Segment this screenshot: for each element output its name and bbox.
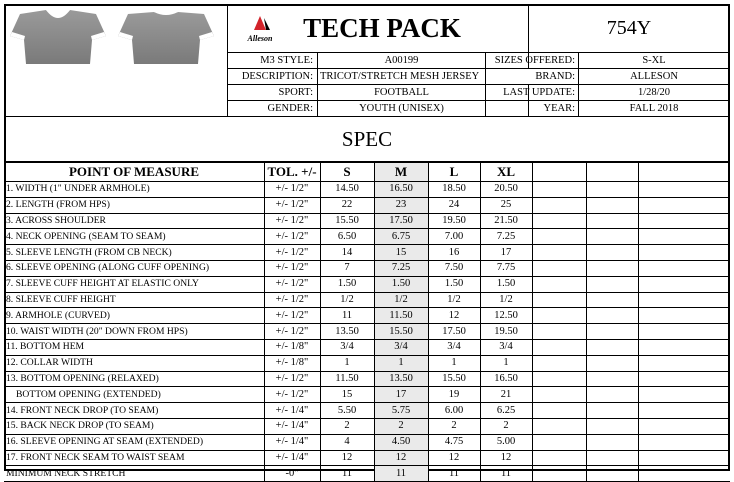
size-value-cell: 21.50 [494,214,518,226]
size-value-cell: 11 [341,309,353,321]
table-row [4,292,730,308]
size-value-cell: 22 [341,199,353,211]
size-value-cell: 17.50 [374,213,428,229]
size-value-cell: 11 [374,465,428,481]
tolerance-cell: +/- 1/2" [275,278,309,290]
tolerance-cell: +/- 1/4" [275,420,309,432]
size-value-cell: 7.00 [444,230,464,242]
point-of-measure-cell: 10. WAIST WIDTH (20" DOWN FROM HPS) [6,325,188,337]
table-row [4,450,730,466]
point-of-measure-cell: 9. ARMHOLE (CURVED) [6,309,110,321]
size-value-cell: 7.75 [496,262,516,274]
size-value-cell: 12 [341,451,353,463]
row-divider [4,307,730,308]
table-row [4,339,730,355]
point-of-measure-cell: 6. SLEEVE OPENING (ALONG CUFF OPENING) [6,262,210,274]
column-divider [374,163,375,481]
table-row [4,197,730,213]
row-divider [4,371,730,372]
size-value-cell: 1 [503,357,509,369]
table-row [4,181,730,197]
row-divider [4,213,730,214]
row-divider [4,181,730,182]
point-of-measure-cell: 3. ACROSS SHOULDER [6,214,106,226]
size-value-cell: 19.50 [494,325,518,337]
size-value-cell: 3/4 [340,341,354,353]
jersey-front-icon [10,10,106,64]
table-row [4,228,730,244]
tolerance-cell: +/- 1/2" [275,372,309,384]
row-divider [4,292,730,293]
size-value-cell: 12 [374,450,428,466]
size-value-cell: 16 [448,246,460,258]
tolerance-cell: +/- 1/2" [275,309,309,321]
size-value-cell: 1 [451,357,457,369]
size-value-cell: 4 [344,436,350,448]
size-value-cell: 11 [500,467,512,479]
year-value: FALL 2018 [629,103,679,114]
size-value-cell: 11 [448,467,460,479]
size-value-cell: 5.00 [496,436,516,448]
tolerance-cell: +/- 1/4" [275,404,309,416]
size-value-cell: 14.50 [335,183,359,195]
size-value-cell: 15.50 [442,372,466,384]
row-divider [4,276,730,277]
size-value-cell: 7.50 [444,262,464,274]
m3-style-value: A00199 [384,55,419,66]
table-header-cell [586,163,638,181]
size-value-cell: 12 [500,451,512,463]
size-value-cell: 12 [448,309,460,321]
jersey-front-back-illustration [6,6,226,114]
size-value-cell: 6.50 [337,230,357,242]
table-header-cell: TOL. +/- [267,164,317,179]
table-header-cell: L [449,164,459,179]
row-divider [4,197,730,198]
size-value-cell: 21 [500,388,512,400]
size-value-cell: 15 [374,244,428,260]
size-value-cell: 3/4 [374,339,428,355]
size-value-cell: 6.75 [374,228,428,244]
tolerance-cell: +/- 1/2" [275,325,309,337]
table-row [4,386,730,402]
row-divider [4,450,730,451]
table-header-cell: XL [496,164,516,179]
size-value-cell: 18.50 [442,183,466,195]
description-label: DESCRIPTION: [241,71,313,82]
point-of-measure-cell: 13. BOTTOM OPENING (RELAXED) [6,372,159,384]
size-value-cell: 20.50 [494,183,518,195]
size-value-cell: 4.50 [374,434,428,450]
column-divider [532,163,533,481]
size-value-cell: 19.50 [442,214,466,226]
column-divider [586,163,587,481]
tolerance-cell: -0" [285,467,299,479]
size-value-cell: 1 [374,355,428,371]
point-of-measure-cell: 14. FRONT NECK DROP (TO SEAM) [6,404,159,416]
tolerance-cell: +/- 1/2" [275,214,309,226]
size-value-cell: 1/2 [374,292,428,308]
page-title: TECH PACK [303,12,461,43]
size-value-cell: 17.50 [442,325,466,337]
sport-value: FOOTBALL [374,87,429,98]
size-value-cell: 11.50 [335,372,359,384]
size-value-cell: 3/4 [499,341,513,353]
size-value-cell: 1 [344,357,350,369]
tolerance-cell: +/- 1/2" [275,293,309,305]
table-header-cell: M [374,163,428,181]
table-row [4,276,730,292]
point-of-measure-cell: BOTTOM OPENING (EXTENDED) [16,388,161,400]
size-value-cell: 1.50 [496,278,516,290]
column-divider [264,163,265,481]
gender-label: GENDER: [267,103,313,114]
size-value-cell: 2 [374,418,428,434]
row-divider [4,386,730,387]
table-row [4,355,730,371]
tolerance-cell: +/- 1/2" [275,199,309,211]
size-value-cell: 7 [344,262,350,274]
spec-title: SPEC [341,126,393,151]
column-divider [638,163,639,481]
row-divider [4,465,730,466]
table-row [4,213,730,229]
row-divider [4,418,730,419]
table-row [4,465,730,481]
size-value-cell: 16.50 [374,181,428,197]
table-row [4,402,730,418]
description-value: TRICOT/STRETCH MESH JERSEY [320,71,480,82]
table-header-cell [638,163,730,181]
style-number: 754Y [606,16,652,39]
point-of-measure-cell: 5. SLEEVE LENGTH (FROM CB NECK) [6,246,172,258]
size-value-cell: 1.50 [337,278,357,290]
table-row [4,371,730,387]
size-value-cell: 2 [503,420,509,432]
size-value-cell: 17 [500,246,512,258]
size-value-cell: 14 [341,246,353,258]
point-of-measure-cell: 7. SLEEVE CUFF HEIGHT AT ELASTIC ONLY [6,278,199,290]
tolerance-cell: +/- 1/8" [275,357,309,369]
point-of-measure-cell: 2. LENGTH (FROM HPS) [6,199,110,211]
table-row [4,307,730,323]
point-of-measure-cell: 4. NECK OPENING (SEAM TO SEAM) [6,230,166,242]
size-value-cell: 17 [374,386,428,402]
size-value-cell: 19 [448,388,460,400]
point-of-measure-cell: 1. WIDTH (1" UNDER ARMHOLE) [6,183,150,195]
row-divider [4,323,730,324]
gender-value: YOUTH (UNISEX) [359,103,444,114]
size-value-cell: 5.50 [337,404,357,416]
tolerance-cell: +/- 1/2" [275,262,309,274]
size-value-cell: 6.25 [496,404,516,416]
jersey-back-icon [118,10,214,64]
point-of-measure-cell: 11. BOTTOM HEM [6,341,85,353]
point-of-measure-cell: 8. SLEEVE CUFF HEIGHT [6,293,116,305]
table-row [4,434,730,450]
size-value-cell: 24 [448,199,460,211]
size-value-cell: 2 [451,420,457,432]
size-value-cell: 1/2 [447,293,461,305]
point-of-measure-cell: 12. COLLAR WIDTH [6,357,93,369]
size-value-cell: 16.50 [494,372,518,384]
size-value-cell: 15.50 [335,214,359,226]
table-header-cell: S [343,164,351,179]
size-value-cell: 1.50 [374,276,428,292]
column-divider [428,163,429,481]
size-value-cell: 2 [344,420,350,432]
size-value-cell: 13.50 [335,325,359,337]
row-divider [4,434,730,435]
tolerance-cell: +/- 1/2" [275,230,309,242]
last-update-value: 1/28/20 [637,87,671,98]
table-row [4,260,730,276]
tolerance-cell: +/- 1/2" [275,183,309,195]
table-header-cell: POINT OF MEASURE [68,164,199,179]
table-row [4,418,730,434]
row-divider [4,244,730,245]
size-value-cell: 4.75 [444,436,464,448]
table-row [4,244,730,260]
point-of-measure-cell: 17. FRONT NECK SEAM TO WAIST SEAM [6,451,185,463]
tolerance-cell: +/- 1/2" [275,246,309,258]
size-value-cell: 1.50 [444,278,464,290]
brand-value: ALLESON [630,71,678,82]
row-divider [4,339,730,340]
size-value-cell: 11.50 [374,307,428,323]
sizes-offered-label: SIZES OFFERED: [494,55,575,66]
size-value-cell: 1/2 [499,293,513,305]
year-label: YEAR: [543,103,575,114]
garment-sketch [6,6,226,114]
brand-label: BRAND: [486,69,578,84]
tolerance-cell: +/- 1/4" [275,436,309,448]
point-of-measure-cell: MINIMUM NECK STRETCH [6,467,126,479]
logo-text: Alleson [247,33,273,43]
size-value-cell: 6.00 [444,404,464,416]
column-divider [480,163,481,481]
table-header-cell [532,163,586,181]
size-value-cell: 12 [448,451,460,463]
size-value-cell: 3/4 [447,341,461,353]
tolerance-cell: +/- 1/8" [275,341,309,353]
sport-label: SPORT: [278,87,313,98]
spec-table [4,163,730,479]
size-value-cell: 25 [500,199,512,211]
last-update-label: LAST UPDATE: [503,87,575,98]
size-value-cell: 1/2 [340,293,354,305]
sizes-offered-value: S-XL [642,55,666,66]
tolerance-cell: +/- 1/4" [275,451,309,463]
size-value-cell: 11 [341,467,353,479]
size-value-cell: 7.25 [374,260,428,276]
size-value-cell: 12.50 [494,309,518,321]
alleson-logo [240,14,280,44]
m3-style-label: M3 STYLE: [260,55,313,66]
size-value-cell: 15.50 [374,323,428,339]
row-divider [4,402,730,403]
column-divider [320,163,321,481]
size-value-cell: 13.50 [374,371,428,387]
size-value-cell: 5.75 [374,402,428,418]
point-of-measure-cell: 16. SLEEVE OPENING AT SEAM (EXTENDED) [6,436,204,448]
size-value-cell: 23 [374,197,428,213]
row-divider [4,260,730,261]
tolerance-cell: +/- 1/2" [275,388,309,400]
row-divider [4,355,730,356]
point-of-measure-cell: 15. BACK NECK DROP (TO SEAM) [6,420,154,432]
row-divider [4,228,730,229]
table-row [4,323,730,339]
size-value-cell: 15 [341,388,353,400]
size-value-cell: 7.25 [496,230,516,242]
